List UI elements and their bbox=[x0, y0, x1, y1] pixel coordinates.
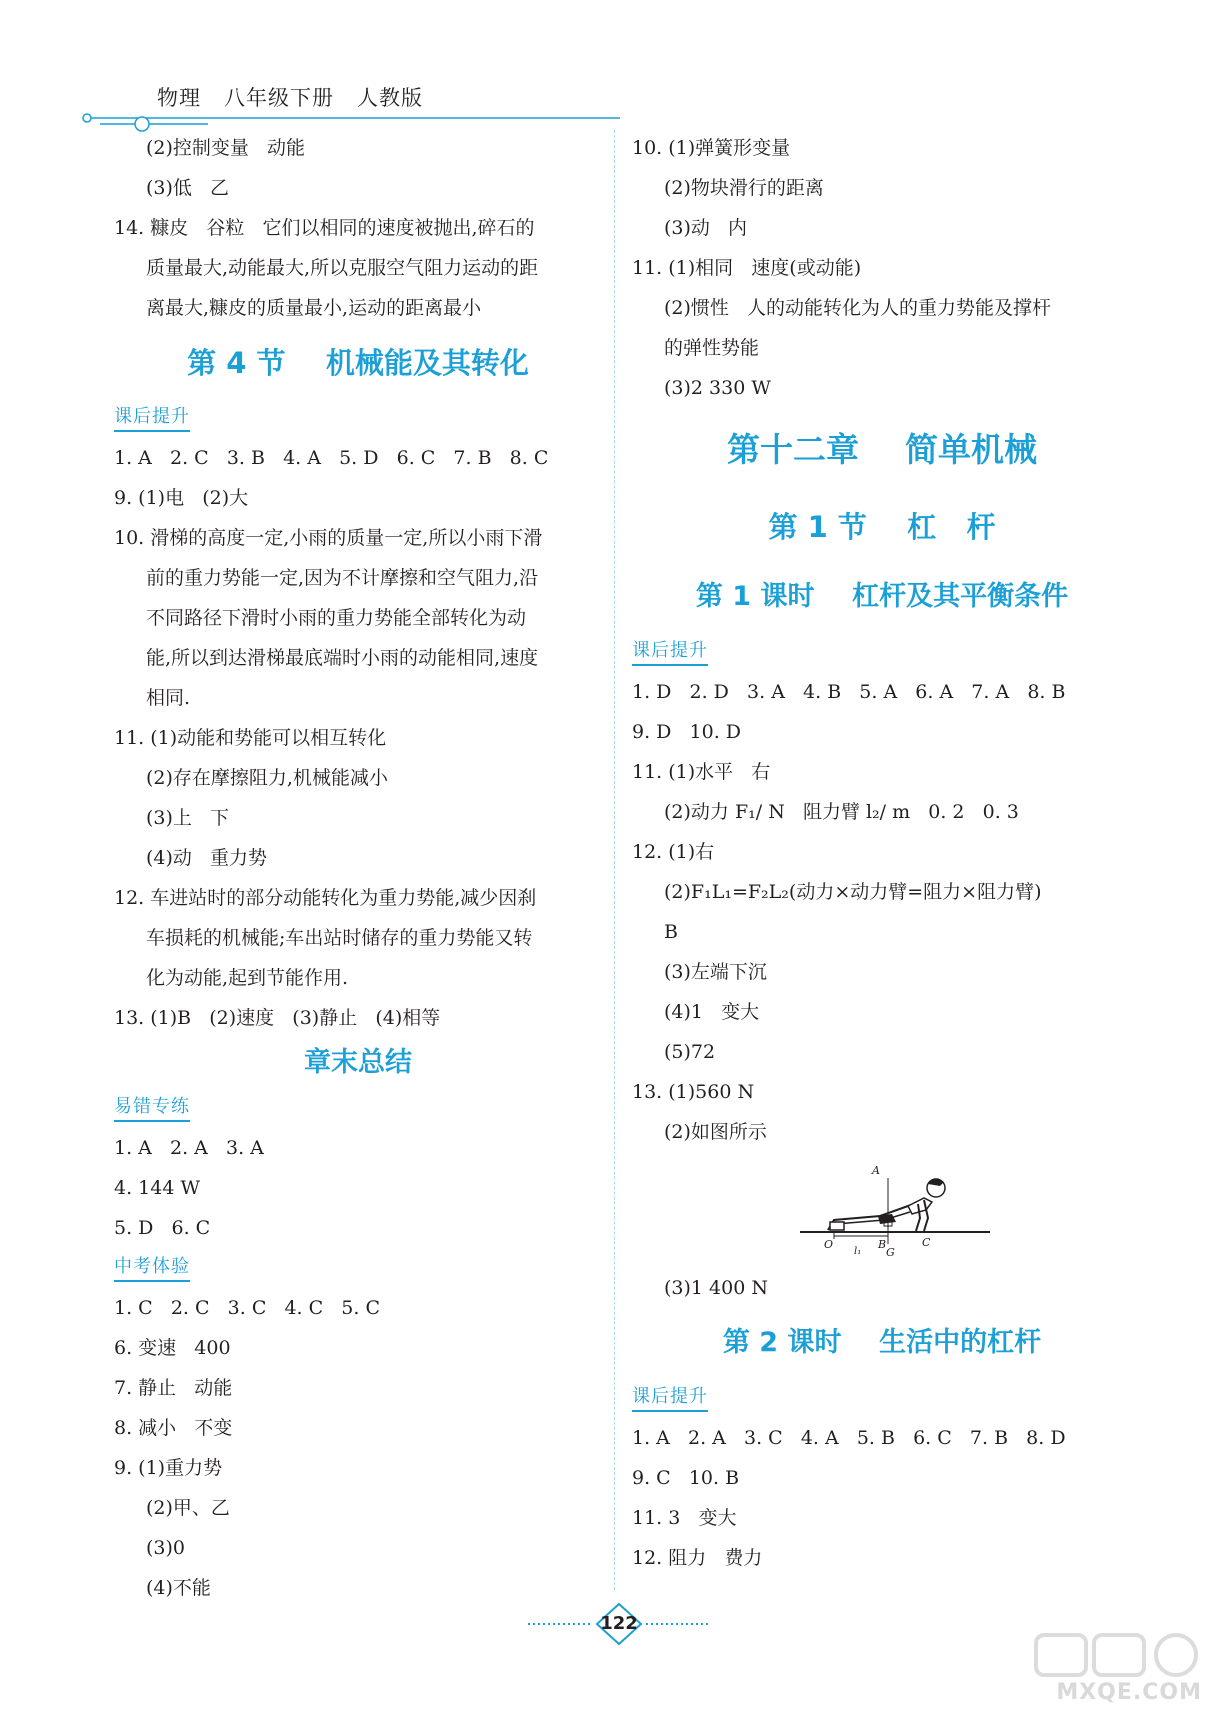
figure-label-b: B bbox=[878, 1238, 887, 1251]
answer-line: 车损耗的机械能;车出站时储存的重力势能又转 bbox=[146, 927, 533, 949]
answer-line: 6. 变速 400 bbox=[114, 1337, 231, 1359]
tag-row bbox=[632, 632, 1132, 672]
tag-zhongkao: 中考体验 bbox=[114, 1254, 190, 1282]
answer-line: 1. D 2. D 3. A 4. B 5. A 6. A 7. A 8. B bbox=[632, 681, 1066, 703]
answer-line: (2)控制变量 动能 bbox=[146, 137, 306, 159]
tag-row bbox=[632, 1378, 1132, 1418]
section-4-title: 第 4 节 机械能及其转化 bbox=[187, 346, 529, 380]
tag-row bbox=[114, 1088, 602, 1128]
left-column bbox=[114, 128, 602, 1608]
answers-block-1 bbox=[114, 128, 602, 328]
answer-line: 8. 减小 不变 bbox=[114, 1417, 233, 1439]
answer-line: 12. 车进站时的部分动能转化为重力势能,减少因刹 bbox=[114, 887, 537, 909]
answer-line: (4)动 重力势 bbox=[146, 847, 268, 869]
figure-label-l1: l₁ bbox=[854, 1246, 862, 1257]
answer-line: 13. (1)560 N bbox=[632, 1081, 755, 1103]
figure-label-o: O bbox=[824, 1238, 834, 1251]
answer-line: 7. 静止 动能 bbox=[114, 1377, 233, 1399]
answer-line: 11. (1)动能和势能可以相互转化 bbox=[114, 727, 387, 749]
answer-line: 10. (1)弹簧形变量 bbox=[632, 137, 791, 159]
answer-line: 前的重力势能一定,因为不计摩擦和空气阻力,沿 bbox=[146, 567, 539, 589]
answer-line: 质量最大,动能最大,所以克服空气阻力运动的距 bbox=[146, 257, 539, 279]
answers-block-7 bbox=[632, 1268, 1132, 1308]
answer-line: 1. A 2. C 3. B 4. A 5. D 6. C 7. B 8. C bbox=[114, 447, 549, 469]
answer-line: 9. C 10. B bbox=[632, 1467, 740, 1489]
answer-line: 的弹性势能 bbox=[664, 337, 760, 359]
answer-line: 5. D 6. C bbox=[114, 1217, 211, 1239]
figure-label-c: C bbox=[922, 1236, 931, 1249]
page-number-area bbox=[528, 1602, 708, 1650]
pushup-diagram bbox=[800, 1158, 990, 1262]
answer-line: (4)不能 bbox=[146, 1577, 211, 1599]
answer-line: B bbox=[664, 921, 678, 943]
tag-row bbox=[114, 398, 602, 438]
answer-line: 9. (1)电 (2)大 bbox=[114, 487, 249, 509]
pushup-lever-figure bbox=[632, 1152, 1132, 1268]
answer-line: 1. C 2. C 3. C 4. C 5. C bbox=[114, 1297, 380, 1319]
answer-line: 13. (1)B (2)速度 (3)静止 (4)相等 bbox=[114, 1007, 441, 1029]
answer-line: 离最大,糠皮的质量最小,运动的距离最小 bbox=[146, 297, 482, 319]
tag-kehou: 课后提升 bbox=[632, 1384, 708, 1412]
column-divider bbox=[614, 130, 615, 1590]
answer-line: 9. D 10. D bbox=[632, 721, 742, 743]
answers-block-3 bbox=[114, 1128, 602, 1248]
answer-line: (5)72 bbox=[664, 1041, 716, 1063]
answer-line: (3)1 400 N bbox=[664, 1277, 768, 1299]
watermark bbox=[1026, 1631, 1216, 1711]
right-column bbox=[632, 128, 1132, 1578]
figure-label-g: G bbox=[886, 1246, 895, 1259]
lesson-2-title: 第 2 课时 生活中的杠杆 bbox=[722, 1327, 1042, 1358]
tag-row bbox=[114, 1248, 602, 1288]
page-number: 122 bbox=[600, 1613, 638, 1634]
answer-line: 化为动能,起到节能作用. bbox=[146, 967, 349, 989]
answer-line: 能,所以到达滑梯最底端时小雨的动能相同,速度 bbox=[146, 647, 539, 669]
answer-line: (3)2 330 W bbox=[664, 377, 771, 399]
answer-line: 12. (1)右 bbox=[632, 841, 715, 863]
answer-line: (2)如图所示 bbox=[664, 1121, 767, 1143]
tag-kehou: 课后提升 bbox=[632, 638, 708, 666]
answer-line: (2)惯性 人的动能转化为人的重力势能及撑杆 bbox=[664, 297, 1052, 319]
lesson-1-title: 第 1 课时 杠杆及其平衡条件 bbox=[695, 581, 1069, 612]
answers-block-6 bbox=[632, 672, 1132, 1152]
answer-line: 9. (1)重力势 bbox=[114, 1457, 223, 1479]
answer-line: 11. (1)水平 右 bbox=[632, 761, 771, 783]
answer-line: (2)存在摩擦阻力,机械能减小 bbox=[146, 767, 388, 789]
answer-line: (2)甲、乙 bbox=[146, 1497, 230, 1519]
answer-line: (2)物块滑行的距离 bbox=[664, 177, 824, 199]
answer-line: (2)F₁L₁=F₂L₂(动力×动力臂=阻力×阻力臂) bbox=[664, 881, 1042, 903]
answer-line: (3)上 下 bbox=[146, 807, 230, 829]
answer-line: (4)1 变大 bbox=[664, 1001, 760, 1023]
answer-line: 11. (1)相同 速度(或动能) bbox=[632, 257, 862, 279]
answer-line: 14. 糠皮 谷粒 它们以相同的速度被抛出,碎石的 bbox=[114, 217, 535, 239]
figure-label-a: A bbox=[872, 1164, 880, 1177]
summary-title: 章末总结 bbox=[304, 1047, 412, 1078]
watermark-text: MXQE.COM bbox=[1056, 1680, 1202, 1705]
answer-line: 10. 滑梯的高度一定,小雨的质量一定,所以小雨下滑 bbox=[114, 527, 543, 549]
answer-line: 不同路径下滑时小雨的重力势能全部转化为动 bbox=[146, 607, 527, 629]
answer-line: 相同. bbox=[146, 687, 191, 709]
answers-block-5 bbox=[632, 128, 1132, 408]
answer-line: 11. 3 变大 bbox=[632, 1507, 737, 1529]
answer-line: (3)动 内 bbox=[664, 217, 748, 239]
answer-line: 1. A 2. A 3. C 4. A 5. B 6. C 7. B 8. D bbox=[632, 1427, 1066, 1449]
answers-block-8 bbox=[632, 1418, 1132, 1578]
answer-line: (3)低 乙 bbox=[146, 177, 230, 199]
header-title: 物理 八年级下册 人教版 bbox=[157, 86, 424, 110]
chapter-12-title: 第十二章 简单机械 bbox=[727, 430, 1037, 469]
answer-line: (3)0 bbox=[146, 1537, 186, 1559]
answer-line: 1. A 2. A 3. A bbox=[114, 1137, 264, 1159]
answer-line: 12. 阻力 费力 bbox=[632, 1547, 763, 1569]
answer-line: (3)左端下沉 bbox=[664, 961, 767, 983]
section-1-title: 第 1 节 杠 杆 bbox=[768, 510, 996, 544]
tag-kehou: 课后提升 bbox=[114, 404, 190, 432]
answer-line: 4. 144 W bbox=[114, 1177, 201, 1199]
answer-line: (2)动力 F₁/ N 阻力臂 l₂/ m 0. 2 0. 3 bbox=[664, 801, 1019, 823]
tag-yicuo: 易错专练 bbox=[114, 1094, 190, 1122]
answers-block-2 bbox=[114, 438, 602, 1038]
answers-block-4 bbox=[114, 1288, 602, 1608]
